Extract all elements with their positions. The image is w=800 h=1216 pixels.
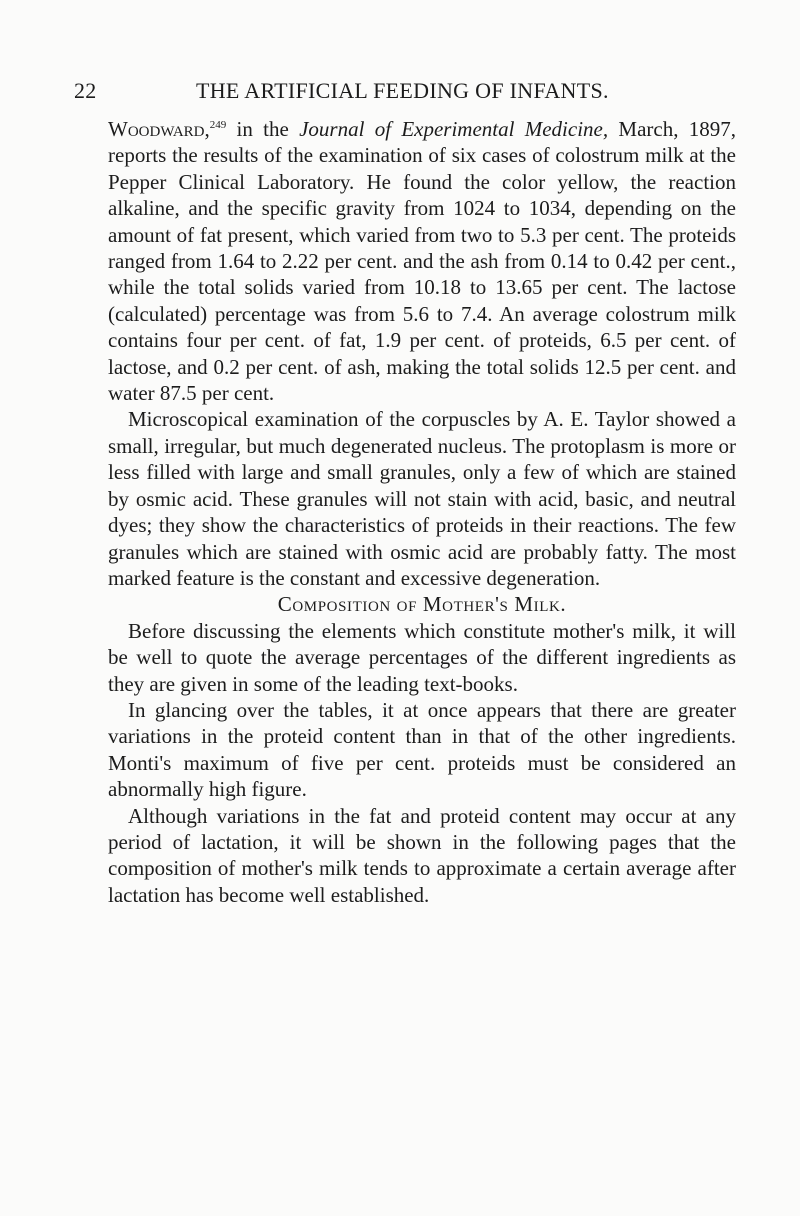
- paragraph-glancing: In glancing over the tables, it at once appears that there are greater variations in the proteid content than in that of the other ingredients. Monti's maximum of five per cent. proteids must be considered an abnormally high figure.: [108, 697, 736, 802]
- running-title: THE ARTIFICIAL FEEDING OF INFANTS.: [196, 78, 609, 103]
- paragraph-microscopical: Microscopical examination of the corpuscles by A. E. Taylor showed a small, irregular, but much degenerated nucleus. The protoplasm is more or less filled with large and small granules, only a few of which are stained by osmic acid. These granules will not stain with acid, basic, and neutral dyes; they show the characteristics of proteids in their reactions. The few granules which are stained with osmic acid are probably fatty. The most marked feature is the constant and excessive degeneration.: [108, 407, 736, 590]
- body-text: [108, 116, 736, 908]
- paragraph-woodward: [108, 116, 736, 406]
- running-head: [0, 78, 800, 112]
- section-heading: Composition of Mother's Milk.: [277, 592, 567, 617]
- reference-number: 249: [209, 119, 227, 131]
- page-number: 22: [74, 78, 97, 103]
- paragraph-text: in the: [226, 117, 300, 141]
- author-name: Woodward,: [108, 117, 210, 141]
- paragraph-text: March, 1897, reports the results of the examination of six cases of colostrum milk at the Pepper Clinical Laboratory. He found the color yellow, the reaction alkaline, and the specific gravity from 1024 to 1034, depending on the amount of fat present, which varied from two to 5.3 per cent. The proteids ranged from 1.64 to 2.22 per cent. and the ash from 0.14 to 0.42 per cent., while the total solids varied from 10.18 to 13.65 per cent. The lactose (calculated) percentage was from 5.6 to 7.4. An average colostrum milk contains four per cent. of fat, 1.9 per cent. of proteids, 6.5 per cent. of lactose, and 0.2 per cent. of ash, making the total solids 12.5 per cent. and water 87.5 per cent.: [108, 117, 737, 406]
- paragraph-variations: Although variations in the fat and proteid content may occur at any period of lactation, it will be shown in the following pages that the composition of mother's milk tends to approximate a certain average after lactation has become well established.: [108, 803, 736, 907]
- journal-title: Journal of Experimental Medicine,: [299, 117, 609, 141]
- paragraph-before-discussing: Before discussing the elements which constitute mother's milk, it will be well to quote the average percentages of the different ingredients as they are given in some of the leading text-books.: [108, 618, 736, 696]
